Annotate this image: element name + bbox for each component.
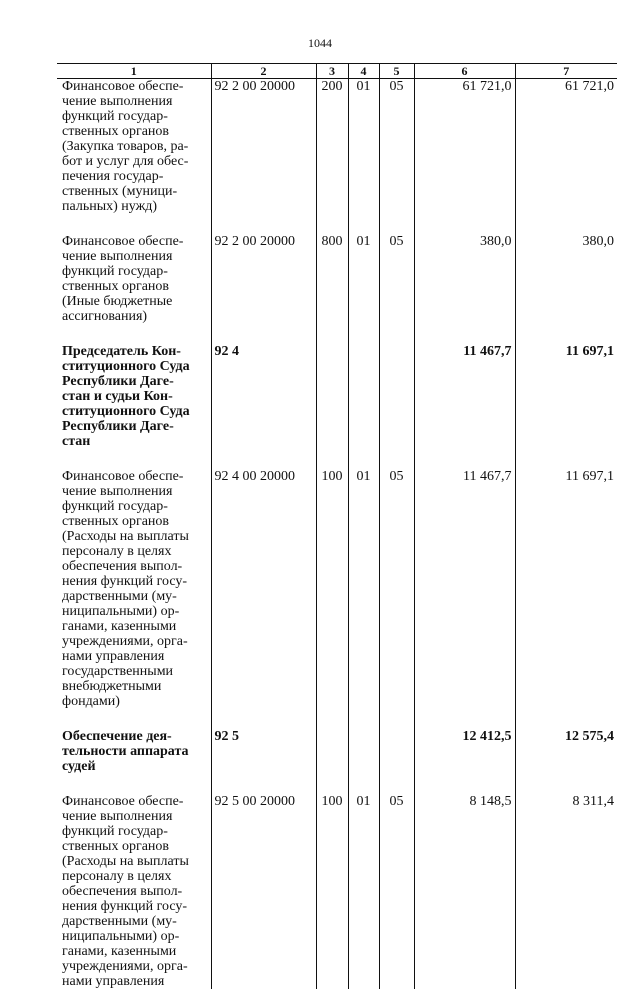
row-description: Финансовое обеспе- чение выполнения функций государ- ственных органов (Иные бюджетные ассигнования) — [62, 234, 184, 324]
row-value-6: 61 721,0 — [414, 79, 515, 215]
row-code: 92 5 — [211, 729, 316, 774]
row-value-6: 8 148,5 — [414, 794, 515, 989]
row-description: Финансовое обеспе- чение выполнения функций государ- ственных органов (Расходы на выплаты персоналу в целях обеспечения выпол- нения функций госу- дарственными (му- ниципальными) ор- ганами, казенными учреждениями, орга- нами управления — [62, 794, 189, 989]
row-spacer — [57, 774, 617, 794]
row-description: Финансовое обеспе- чение выполнения функций государ- ственных органов (Расходы на выплаты персоналу в целях обеспечения выпол- нения функций госу- дарственными (му- ниципальными) ор- ганами, казенными учреждениями, орга- нами управления государственными внебюджетными фондами) — [62, 469, 189, 709]
row-spacer — [57, 324, 617, 344]
row-spacer — [57, 449, 617, 469]
row-code: 92 4 — [211, 344, 316, 449]
row-col5: 05 — [379, 79, 414, 215]
row-col3: 200 — [316, 79, 348, 215]
row-col4 — [348, 344, 379, 449]
row-col5: 05 — [379, 469, 414, 709]
table-row — [57, 729, 617, 774]
table-row — [57, 79, 617, 215]
table-row — [57, 794, 617, 989]
row-spacer — [57, 709, 617, 729]
header-row — [57, 64, 617, 79]
col-header-5: 5 — [379, 64, 414, 79]
row-value-7: 11 697,1 — [515, 344, 617, 449]
row-col5: 05 — [379, 794, 414, 989]
row-col3: 800 — [316, 234, 348, 324]
row-col4 — [348, 729, 379, 774]
row-value-7: 61 721,0 — [515, 79, 617, 215]
row-col5 — [379, 344, 414, 449]
row-col3: 100 — [316, 469, 348, 709]
row-code: 92 2 00 20000 — [211, 79, 316, 215]
row-col4: 01 — [348, 794, 379, 989]
row-col3 — [316, 344, 348, 449]
col-header-1: 1 — [57, 64, 211, 79]
row-value-7: 12 575,4 — [515, 729, 617, 774]
row-col4: 01 — [348, 234, 379, 324]
row-value-6: 11 467,7 — [414, 469, 515, 709]
row-col4: 01 — [348, 79, 379, 215]
row-col5: 05 — [379, 234, 414, 324]
col-header-6: 6 — [414, 64, 515, 79]
row-code: 92 5 00 20000 — [211, 794, 316, 989]
table-row — [57, 469, 617, 709]
row-value-6: 380,0 — [414, 234, 515, 324]
col-header-4: 4 — [348, 64, 379, 79]
page-number: 1044 — [308, 36, 332, 50]
row-col5 — [379, 729, 414, 774]
row-description: Председатель Кон- ституционного Суда Республики Даге- стан и судьи Кон- ституционного Суда Республики Даге- стан — [62, 344, 190, 449]
row-code: 92 4 00 20000 — [211, 469, 316, 709]
table-row — [57, 234, 617, 324]
row-value-6: 11 467,7 — [414, 344, 515, 449]
row-value-7: 380,0 — [515, 234, 617, 324]
row-col3 — [316, 729, 348, 774]
row-value-7: 11 697,1 — [515, 469, 617, 709]
row-value-6: 12 412,5 — [414, 729, 515, 774]
row-description: Обеспечение дея- тельности аппарата судей — [62, 729, 189, 774]
col-header-3: 3 — [316, 64, 348, 79]
row-code: 92 2 00 20000 — [211, 234, 316, 324]
col-header-7: 7 — [515, 64, 617, 79]
row-description: Финансовое обеспе- чение выполнения функций государ- ственных органов (Закупка товаров, ра- бот и услуг для обес- печения государ- ственных (муници- пальных) нужд) — [62, 79, 189, 214]
table-row — [57, 344, 617, 449]
row-spacer — [57, 214, 617, 234]
row-col4: 01 — [348, 469, 379, 709]
row-value-7: 8 311,4 — [515, 794, 617, 989]
col-header-2: 2 — [211, 64, 316, 79]
budget-table — [57, 63, 617, 989]
row-col3: 100 — [316, 794, 348, 989]
